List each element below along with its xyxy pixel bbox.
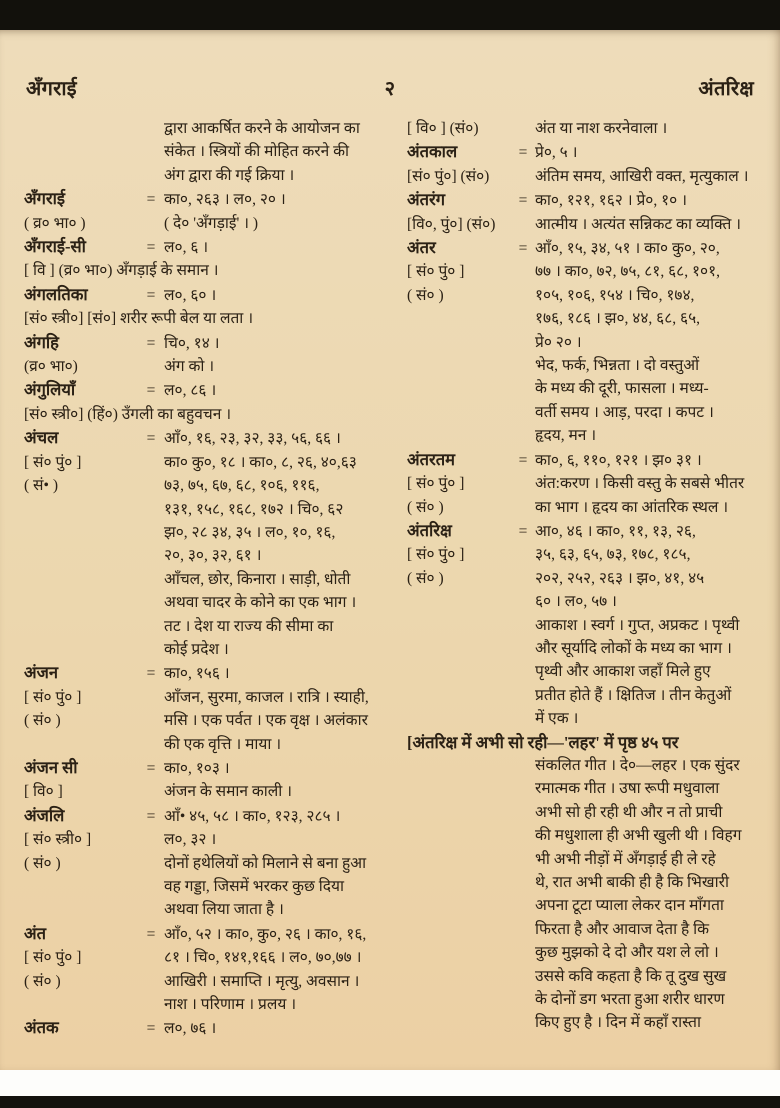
dict-line: [407, 894, 776, 917]
dict-line: [24, 451, 393, 474]
dict-line: [407, 496, 776, 519]
entry-text: के दोनों डग भरता हुआ शरीर धारण: [535, 991, 725, 1009]
entry-headword: अंजन सी: [24, 757, 78, 777]
entry-text: २०, ३०, ३२, ६१ ।: [164, 547, 262, 565]
dict-line: [407, 140, 776, 164]
entry-text: का भाग । हृदय का आंतरिक स्थल ।: [535, 498, 729, 516]
entry-text: ल०, ३२ ।: [164, 831, 217, 849]
dict-line: [407, 519, 776, 543]
entry-headword: अंतकाल: [407, 142, 458, 162]
dict-line: [407, 424, 776, 447]
dict-line: [24, 638, 393, 661]
running-header: [0, 30, 780, 101]
grammar-label: ( सं• ): [24, 477, 58, 495]
dict-line: [407, 614, 776, 637]
entry-text: आँ०, १५, ३४, ५१ । का० कु०, २०,: [535, 240, 720, 258]
entry-text: ६० । ल०, ५७ ।: [535, 593, 617, 611]
grammar-label: [ सं० पुं० ]: [24, 453, 82, 471]
dict-line: [24, 355, 393, 378]
dict-line: [24, 709, 393, 732]
entry-text: के मध्य की दूरी, फासला । मध्य-: [535, 380, 709, 398]
entry-text: ल०, ८६ ।: [164, 382, 217, 400]
entry-headword: अंतरंग: [407, 190, 446, 210]
entry-text: का०, १०३ ।: [164, 759, 230, 777]
entry-text: [अंतरिक्ष में अभी सो रही—'लहर' में पृष्ठ ४५ पर: [407, 732, 679, 752]
entry-text: का०, २६३ । ल०, २० ।: [164, 191, 286, 209]
dict-line: [24, 591, 393, 614]
entry-headword: अंत: [24, 923, 47, 943]
equals-sign: =: [146, 430, 156, 448]
equals-sign: =: [146, 1020, 156, 1038]
equals-sign: =: [518, 144, 528, 162]
dict-line: [24, 733, 393, 756]
scan-border-top: [0, 0, 780, 30]
dict-line: [407, 660, 776, 683]
entry-text: अपना टूटा प्याला लेकर दान माँगता: [535, 897, 724, 915]
page-number: २: [384, 78, 396, 100]
entry-text: द्वारा आकर्षित करने के आयोजन का: [164, 120, 360, 137]
entry-text: अंतिम समय, आखिरी वक्त, मृत्युकाल ।: [535, 167, 749, 185]
dict-line: [24, 1016, 393, 1040]
dict-line: [407, 236, 776, 260]
dict-line: [407, 965, 776, 988]
entry-text: अथवा चादर के कोने का एक भाग ।: [164, 594, 357, 612]
entry-headword: अंगुलियाँ: [24, 380, 76, 400]
dict-line: [407, 448, 776, 472]
dict-line: [407, 801, 776, 824]
grammar-label: [ सं० पुं० ]: [24, 688, 82, 706]
grammar-label: [ सं० पुं० ]: [407, 546, 465, 564]
dict-line: [24, 780, 393, 803]
entry-text: अंग को ।: [164, 358, 215, 376]
dict-line: [407, 590, 776, 613]
grammar-label: ( सं० ): [24, 972, 61, 990]
entry-text: अभी सो ही रही थी और न तो प्राची: [535, 803, 723, 821]
entry-text: ८१ । चि०, १४१,१६६ । ल०, ७०,७७ ।: [164, 949, 362, 967]
header-guide-word-right: अंतरिक्ष: [698, 78, 754, 100]
dict-line: [24, 946, 393, 969]
dict-line: [24, 140, 393, 163]
book-page: [0, 30, 780, 1070]
dict-line: [407, 684, 776, 707]
entry-text: का० कु०, १८ । का०, ८, २६, ४०,६३: [164, 453, 357, 471]
dict-line: [24, 521, 393, 544]
dict-line: [24, 498, 393, 521]
entry-text: ल०, ६० ।: [164, 286, 217, 304]
entry-text: नाश । परिणाम । प्रलय ।: [164, 996, 297, 1014]
entry-headword: अंगलतिका: [24, 284, 88, 304]
dict-line: [407, 331, 776, 354]
dict-line: [24, 403, 393, 426]
equals-sign: =: [146, 191, 156, 209]
entry-text: १७६, १८६ । झ०, ४४, ६८, ६५,: [535, 310, 700, 328]
entry-text: प्रे०, ५ ।: [535, 144, 578, 162]
entry-headword: अंगहि: [24, 332, 59, 352]
equals-sign: =: [146, 382, 156, 400]
dict-line: [407, 941, 776, 964]
grammar-label: ( सं० ): [407, 569, 444, 587]
dict-line: [407, 988, 776, 1011]
dict-line: [407, 307, 776, 330]
entry-text: आखिरी । समाप्ति । मृत्यु, अवसान ।: [164, 972, 360, 990]
dict-line: [24, 686, 393, 709]
entry-text: वह गड्डा, जिसमें भरकर कुछ दिया: [164, 878, 345, 895]
dict-line: [24, 756, 393, 780]
entry-text: आँ• ४५, ५८ । का०, १२३, २८५ ।: [164, 807, 341, 825]
entry-text: और सूर्यादि लोकों के मध्य का भाग ।: [535, 639, 732, 657]
entry-text: [ वि ] (व्र० भा०) अँगड़ाई के समान ।: [24, 262, 219, 280]
entry-text: ल०, ६ ।: [164, 239, 209, 257]
dict-line: [24, 212, 393, 235]
entry-text: ल०, ७६ ।: [164, 1020, 217, 1038]
dict-line: [407, 871, 776, 894]
entry-text: फिरता है और आवाज देता है कि: [535, 920, 710, 938]
dict-line: [407, 707, 776, 730]
entry-text: अंत या नाश करनेवाला ।: [535, 120, 668, 137]
equals-sign: =: [146, 807, 156, 825]
entry-text: ७३, ७५, ६७, ६८, १०६, ११६,: [164, 477, 320, 495]
entry-text: आ०, ४६ । का०, ११, १३, २६,: [535, 522, 696, 540]
equals-sign: =: [146, 759, 156, 777]
entry-text: २०२, २५२, २६३ । झ०, ४१, ४५: [535, 569, 705, 587]
dict-line: [24, 117, 393, 140]
dict-line: [407, 188, 776, 212]
entry-text: कुछ मुझको दे दो और यश ले लो ।: [535, 944, 719, 962]
dict-line: [24, 331, 393, 355]
scan-border-bottom: [0, 1096, 780, 1108]
entry-text: रमात्मक गीत । उषा रूपी मधुवाला: [535, 780, 720, 798]
entry-headword: अँगराई: [24, 189, 66, 209]
entry-text: का०, १२१, १६२ । प्रे०, १० ।: [535, 192, 687, 210]
dict-line: [407, 213, 776, 236]
equals-sign: =: [146, 334, 156, 352]
grammar-label: (व्र० भा०): [24, 358, 78, 376]
dict-line: [24, 898, 393, 921]
dict-line: [24, 164, 393, 187]
entry-text: आकाश । स्वर्ग । गुप्त, अप्रकट । पृथ्वी: [535, 616, 740, 634]
dict-line: [24, 875, 393, 898]
dict-line: [24, 235, 393, 259]
equals-sign: =: [146, 239, 156, 257]
entry-text: थे, रात अभी बाकी ही है कि भिखारी: [535, 874, 729, 891]
entry-headword: अंचल: [24, 428, 59, 448]
entry-text: हृदय, मन ।: [535, 427, 597, 445]
dictionary-columns: [0, 101, 780, 1041]
dict-line: [24, 378, 393, 402]
dict-line: [24, 970, 393, 993]
entry-headword: अंतर: [407, 238, 436, 258]
entry-headword: अंजलि: [24, 805, 65, 825]
entry-headword: अँगराई-सी: [24, 237, 86, 257]
dict-line: [24, 661, 393, 685]
entry-text: झ०, २८ ३४, ३५ । ल०, १०, १६,: [164, 523, 336, 541]
entry-text: [सं० स्त्री०] [सं०] शरीर रूपी बेल या लता ।: [24, 310, 254, 328]
dict-line: [407, 117, 776, 140]
dict-line: [407, 824, 776, 847]
entry-text: आँ०, ५२ । का०, कु०, २६ । का०, १६,: [164, 925, 367, 943]
entry-text: १०५, १०६, १५४ । चि०, १७४,: [535, 286, 695, 304]
right-column: [407, 117, 776, 1041]
entry-text: उससे कवि कहता है कि तू दुख सुख: [535, 967, 727, 985]
left-column: [24, 117, 393, 1041]
entry-text: ३५, ६३, ६५, ७३, १७८, १८५,: [535, 546, 691, 564]
entry-headword: अंजन: [24, 663, 59, 683]
entry-text: की एक वृत्ति । माया ।: [164, 735, 282, 753]
grammar-label: [ वि० ] (सं०): [407, 120, 479, 137]
header-guide-word-left: अँगराई: [26, 78, 77, 100]
dict-line: [407, 731, 776, 754]
entry-text: चि०, १४ ।: [164, 334, 220, 352]
entry-text: प्रे० २० ।: [535, 333, 582, 351]
entry-text: आत्मीय । अत्यंत सन्निकट का व्यक्ति ।: [535, 215, 742, 233]
grammar-label: [ सं० पुं० ]: [24, 949, 82, 967]
entry-text: कोई प्रदेश ।: [164, 640, 229, 658]
dict-line: [24, 922, 393, 946]
equals-sign: =: [518, 192, 528, 210]
equals-sign: =: [518, 240, 528, 258]
entry-text: १३१, १५८, १६८, १७२ । चि०, ६२: [164, 500, 344, 518]
dict-line: [407, 1011, 776, 1034]
dict-line: [407, 354, 776, 377]
grammar-label: ( सं० ): [407, 498, 444, 516]
entry-text: आँजन, सुरमा, काजल । रात्रि । स्याही,: [164, 688, 369, 706]
entry-text: भेद, फर्क, भिन्नता । दो वस्तुओं: [535, 357, 700, 375]
entry-headword: अंतक: [24, 1018, 59, 1038]
dict-line: [407, 637, 776, 660]
dict-line: [407, 918, 776, 941]
grammar-label: [ वि० ]: [24, 783, 63, 801]
entry-text: में एक ।: [535, 710, 579, 728]
dict-line: [407, 848, 776, 871]
grammar-label: ( सं० ): [24, 854, 61, 872]
dict-line: [24, 993, 393, 1016]
entry-text: अंग द्वारा की गई क्रिया ।: [164, 166, 295, 184]
equals-sign: =: [146, 286, 156, 304]
entry-text: आँ०, १६, २३, ३२, ३३, ५६, ६६ ।: [164, 430, 341, 448]
entry-text: तट । देश या राज्य की सीमा का: [164, 617, 334, 635]
dict-line: [407, 377, 776, 400]
dict-line: [407, 543, 776, 566]
dict-line: [24, 568, 393, 591]
entry-text: की मधुशाला ही अभी खुली थी । विहग: [535, 827, 742, 845]
entry-text: पृथ्वी और आकाश जहाँ मिले हुए: [535, 663, 711, 681]
dict-line: [24, 852, 393, 875]
dict-line: [407, 777, 776, 800]
dict-line: [24, 474, 393, 497]
dict-line: [24, 828, 393, 851]
dict-line: [24, 615, 393, 638]
dict-line: [407, 260, 776, 283]
entry-headword: अंतरतम: [407, 449, 456, 469]
dict-line: [407, 567, 776, 590]
dict-line: [24, 426, 393, 450]
entry-text: संकेत । स्त्रियों की मोहित करने की: [164, 143, 349, 161]
entry-text: वर्ती समय । आड़, परदा । कपट ।: [535, 403, 714, 421]
dict-line: [24, 283, 393, 307]
grammar-label: ( सं० ): [407, 286, 444, 304]
entry-text: का०, १५६ ।: [164, 665, 230, 683]
entry-text: भी अभी नीड़ों में अँगड़ाई ही ले रहे: [535, 850, 716, 868]
entry-text: का०, ६, ११०, १२१ । झ० ३१ ।: [535, 451, 702, 469]
dict-line: [407, 472, 776, 495]
grammar-label: [ सं० पुं० ]: [407, 263, 465, 281]
dict-line: [24, 259, 393, 282]
grammar-label: [वि०, पुं०] (सं०): [407, 215, 496, 233]
dict-line: [24, 187, 393, 211]
grammar-label: [सं० पुं०] (सं०): [407, 167, 490, 185]
entry-text: अथवा लिया जाता है ।: [164, 901, 284, 919]
entry-headword: अंतरिक्ष: [407, 520, 452, 540]
entry-text: अंत:करण । किसी वस्तु के सबसे भीतर: [535, 475, 745, 493]
entry-text: ७७ । का०, ७२, ७५, ८१, ६८, १०१,: [535, 263, 721, 281]
dict-line: [407, 284, 776, 307]
dict-line: [407, 754, 776, 777]
equals-sign: =: [146, 925, 156, 943]
grammar-label: [ सं० स्त्री० ]: [24, 831, 92, 849]
entry-text: संकलित गीत । दे०—लहर । एक सुंदर: [535, 756, 740, 774]
equals-sign: =: [518, 522, 528, 540]
entry-text: ( दे० 'अँगड़ाई' । ): [164, 214, 259, 232]
grammar-label: ( व्र० भा० ): [24, 214, 86, 232]
grammar-label: ( सं० ): [24, 712, 61, 730]
grammar-label: [ सं० पुं० ]: [407, 475, 465, 493]
entry-text: [सं० स्त्री०] (हिं०) उँगली का बहुवचन ।: [24, 405, 232, 423]
dict-line: [407, 401, 776, 424]
scan-edge-white-strip: [0, 1070, 780, 1096]
entry-text: किए हुए है । दिन में कहाँ रास्ता: [535, 1014, 702, 1032]
entry-text: प्रतीत होते हैं । क्षितिज । तीन केतुओं: [535, 686, 732, 704]
entry-text: आँचल, छोर, किनारा । साड़ी, धोती: [164, 570, 351, 588]
dict-line: [24, 804, 393, 828]
entry-text: अंजन के समान काली ।: [164, 783, 293, 801]
dict-line: [407, 165, 776, 188]
dict-line: [24, 307, 393, 330]
entry-text: मसि । एक पर्वत । एक वृक्ष । अलंकार: [164, 712, 368, 730]
entry-text: दोनों हथेलियों को मिलाने से बना हुआ: [164, 854, 367, 872]
equals-sign: =: [146, 665, 156, 683]
dict-line: [24, 544, 393, 567]
equals-sign: =: [518, 451, 528, 469]
